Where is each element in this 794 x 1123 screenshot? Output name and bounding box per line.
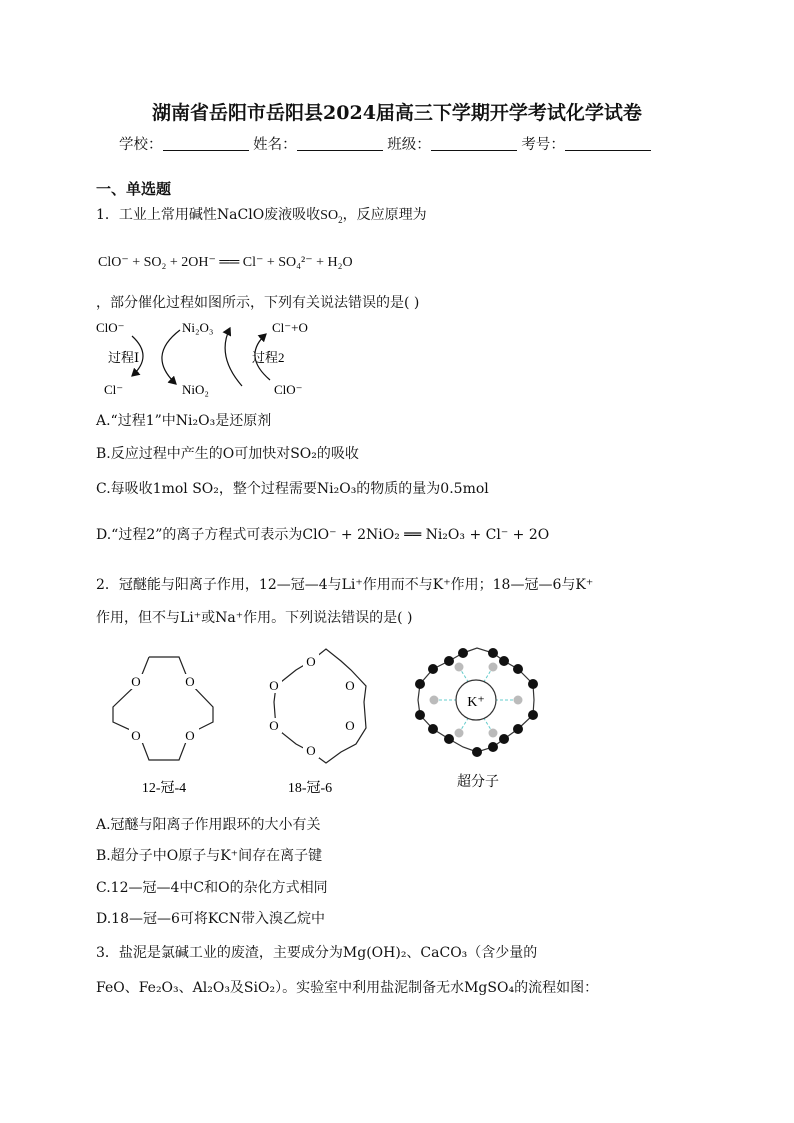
label-supramolecule: 超分子 [457,775,499,790]
o-atom: O [185,674,195,689]
q2-stem-line1: 2．冠醚能与阳离子作用，12—冠—4与Li⁺作用而不与K⁺作用；18—冠—6与K⁺ [96,577,594,593]
q2-stem-line2: 作用，但不与Li⁺或Na⁺作用。下列说法错误的是( ) [96,610,413,626]
o-atom: O [185,728,195,743]
o-atom: O [131,728,141,743]
o-atom: O [345,678,355,693]
q1-option-b[interactable]: B.反应过程中产生的O可加快对SO₂的吸收 [96,446,359,462]
o-atom: O [269,678,279,693]
q1-option-a[interactable]: A.“过程1”中Ni₂O₃是还原剂 [96,413,272,429]
q1-stem-continued: ，部分催化过程如图所示，下列有关说法错误的是( ) [96,295,420,311]
potassium-ion-label: K⁺ [467,695,485,710]
clo-top-label: ClO⁻ [96,320,125,335]
catalysis-cycle-diagram [92,314,342,402]
o-atom: O [131,674,141,689]
exam-title: 湖南省岳阳市岳阳县2024届高三下学期开学考试化学试卷 [152,102,642,124]
class-label: 班级： [387,137,431,153]
q1-option-d[interactable]: D.“过程2”的离子方程式可表示为ClO⁻ + 2NiO₂ ══ Ni₂O₃ + Cl⁻ + 2O [96,527,550,543]
q2-option-b[interactable]: B.超分子中O原子与K⁺间存在离子键 [96,848,323,864]
crown-18-6-structure [274,649,366,763]
clo-bottom-label: ClO⁻ [274,382,303,397]
o-atom: O [306,654,316,669]
crown-12-4-structure [113,657,213,760]
number-blank[interactable] [565,137,651,151]
section-heading: 一、单选题 [96,180,172,198]
label-18-crown-6: 18-冠-6 [287,781,333,796]
q1-stem: 1．工业上常用碱性NaClO废液吸收$SO_2$，反应原理为 [96,207,427,225]
q2-option-a[interactable]: A.冠醚与阳离子作用跟环的大小有关 [96,817,321,833]
process2-arrow-left [225,328,242,386]
process2-label: 过程2 [252,350,285,365]
school-label: 学校： [119,137,163,153]
q1-equation: ClO⁻ + SO₂ + 2OH⁻ ══ Cl⁻ + SO₄²⁻ + H₂O [98,255,353,270]
number-label: 考号： [521,137,565,153]
so2-formula: $SO_2$ [320,208,343,225]
q2-option-c[interactable]: C.12—冠—4中C和O的杂化方式相同 [96,880,328,896]
o-atom: O [306,743,316,758]
process1-arrow-right [162,330,180,384]
cl-o-label: Cl⁻+O [272,320,308,335]
process1-label: 过程Ⅰ [108,350,140,365]
school-blank[interactable] [163,137,249,151]
q3-stem-line1: 3．盐泥是氯碱工业的废渣，主要成分为Mg(OH)₂、CaCO₃（含少量的 [96,945,538,961]
q2-option-d[interactable]: D.18—冠—6可将KCN带入溴乙烷中 [96,911,325,927]
nio2-label: NiO₂ [182,382,209,397]
supramolecule-structure [415,648,538,757]
class-blank[interactable] [431,137,517,151]
name-label: 姓名： [253,137,297,153]
q3-stem-line2: FeO、Fe₂O₃、Al₂O₃及SiO₂）。实验室中利用盐泥制备无水MgSO₄的流程如图： [96,980,599,996]
cl-bottom-label: Cl⁻ [104,382,124,397]
q1-option-c[interactable]: C.每吸收1mol SO₂，整个过程需要Ni₂O₃的物质的量为0.5mol [96,481,489,497]
o-atom: O [269,718,279,733]
label-12-crown-4: 12-冠-4 [141,781,187,796]
o-atom: O [345,718,355,733]
crown-ether-figures [96,640,556,800]
ni2o3-label: Ni₂O₃ [182,320,214,335]
student-info-line [119,137,651,153]
name-blank[interactable] [297,137,383,151]
